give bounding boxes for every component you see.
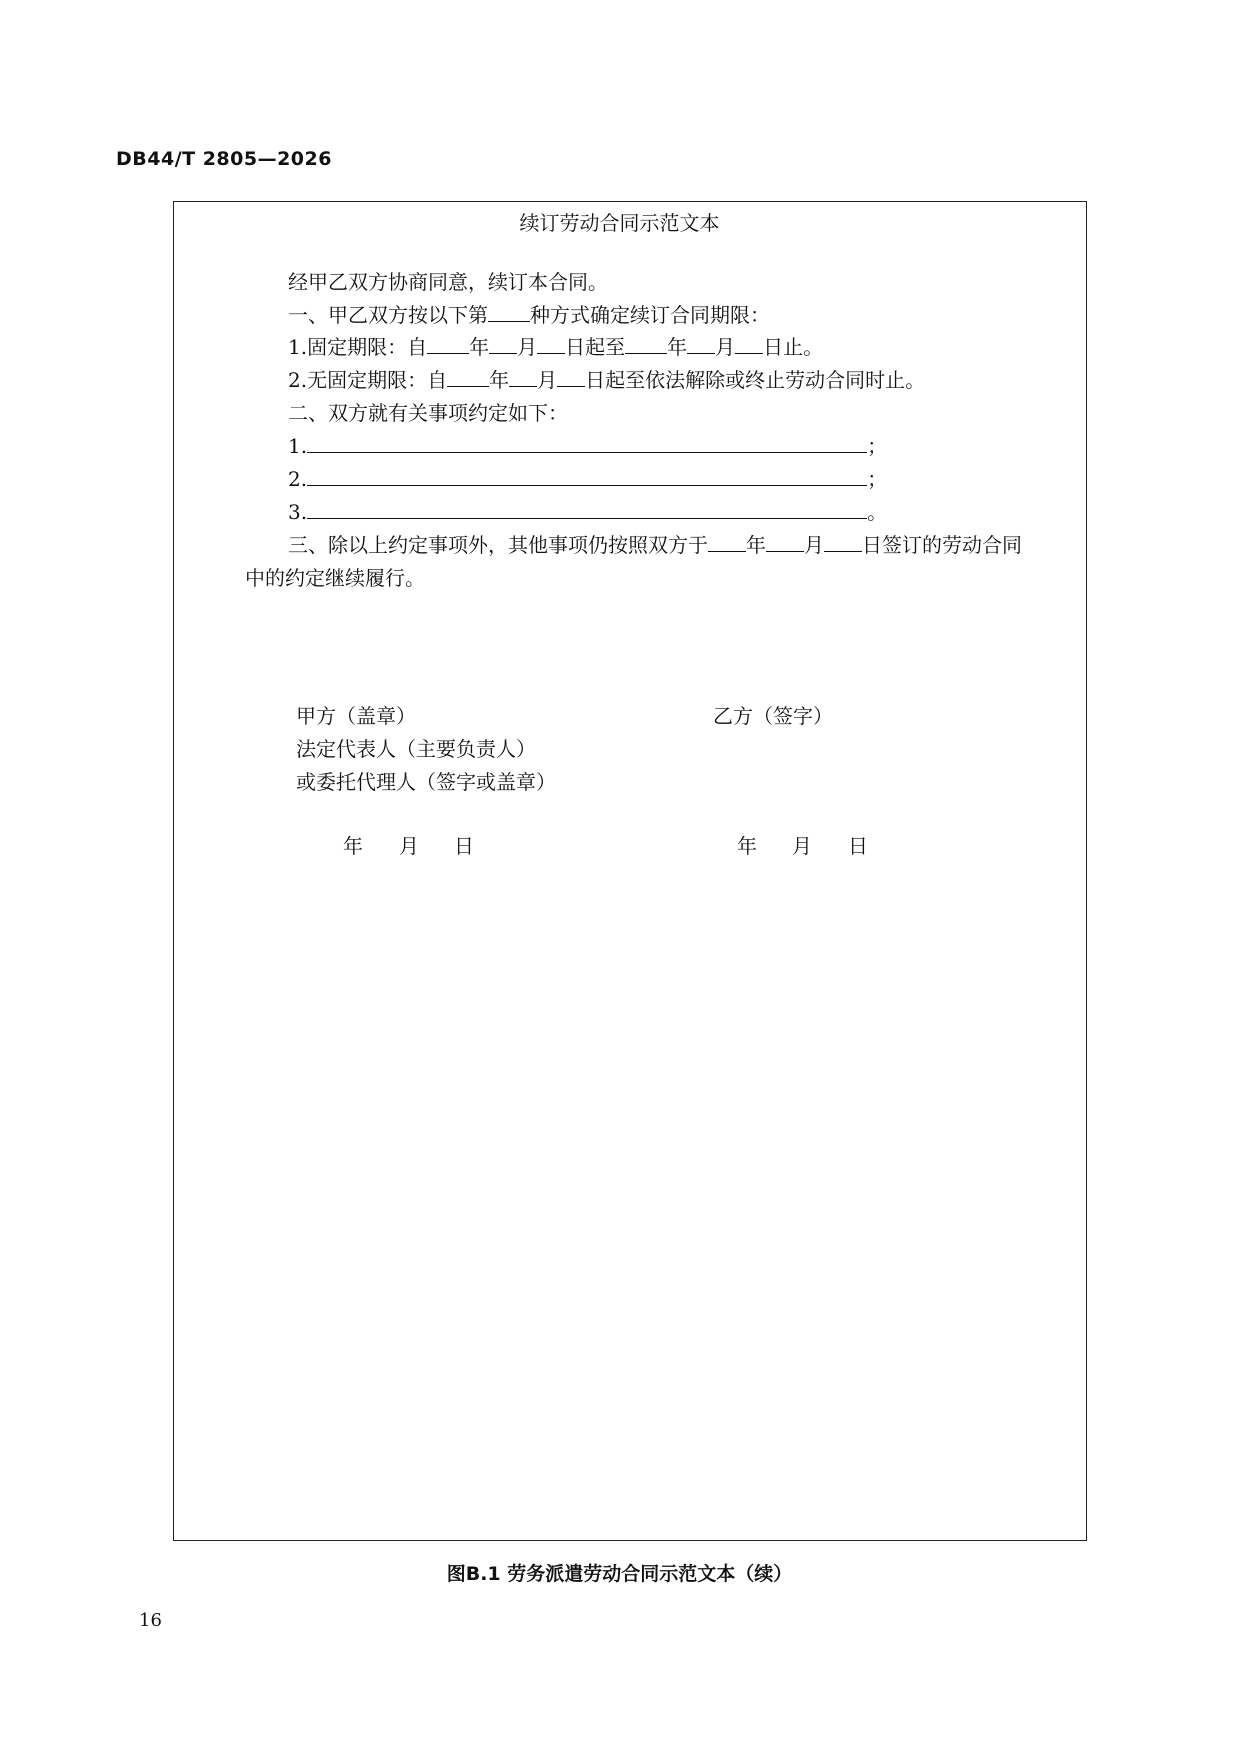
party-b-date-year: 年 bbox=[737, 834, 757, 858]
party-b-date-day: 日 bbox=[848, 834, 868, 858]
signed-month-blank bbox=[766, 533, 804, 552]
intro-line bbox=[288, 270, 608, 294]
party-a-date-day: 日 bbox=[454, 834, 474, 858]
open-month-label: 月 bbox=[537, 368, 558, 392]
end-year-blank bbox=[625, 335, 667, 354]
agreement-item-3-end: 。 bbox=[867, 500, 888, 524]
other-matters-continuation-text: 中的约定继续履行。 bbox=[245, 566, 425, 590]
intro-text: 经甲乙双方协商同意，续订本合同。 bbox=[288, 270, 608, 294]
term-method-text-a: 一、甲乙双方按以下第 bbox=[288, 303, 488, 327]
other-matters-continuation bbox=[245, 566, 425, 590]
agreement-item-2 bbox=[288, 467, 887, 491]
other-matters-text-b: 日签订的劳动合同 bbox=[862, 533, 1022, 557]
authorized-agent-label: 或委托代理人（签字或盖章） bbox=[296, 770, 556, 794]
fixed-end-month-label: 月 bbox=[715, 335, 736, 359]
open-year-label: 年 bbox=[489, 368, 510, 392]
other-matters-year-label: 年 bbox=[746, 533, 766, 557]
open-term-line bbox=[288, 368, 925, 392]
end-day-blank bbox=[735, 335, 763, 354]
other-matters-text-a: 三、除以上约定事项外，其他事项仍按照双方于 bbox=[288, 533, 708, 557]
template-title: 续订劳动合同示范文本 bbox=[519, 211, 720, 235]
open-term-end-text: 日起至依法解除或终止劳动合同时止。 bbox=[585, 368, 926, 392]
party-b-date-month: 月 bbox=[792, 834, 812, 858]
start-year-blank bbox=[427, 335, 469, 354]
open-start-year-blank bbox=[447, 368, 489, 387]
party-a-label: 甲方（盖章） bbox=[296, 704, 416, 728]
figure-caption: 图B.1 劳务派遣劳动合同示范文本（续） bbox=[446, 1563, 793, 1585]
start-day-blank bbox=[537, 335, 565, 354]
agreement-item-2-number: 2. bbox=[288, 467, 308, 491]
fixed-month-label: 月 bbox=[517, 335, 538, 359]
agreement-item-1 bbox=[288, 434, 887, 458]
fixed-year-label: 年 bbox=[469, 335, 490, 359]
fixed-end-year-label: 年 bbox=[667, 335, 688, 359]
party-a-date-month: 月 bbox=[399, 834, 419, 858]
fixed-until-label: 日起至 bbox=[565, 335, 626, 359]
agreement-heading bbox=[288, 401, 568, 425]
open-start-day-blank bbox=[557, 368, 585, 387]
signed-day-blank bbox=[824, 533, 862, 552]
open-start-month-blank bbox=[509, 368, 537, 387]
agreement-item-2-blank bbox=[307, 467, 867, 486]
legal-representative-label: 法定代表人（主要负责人） bbox=[296, 737, 536, 761]
agreement-item-1-end: ； bbox=[867, 434, 888, 458]
open-term-label: 2.无固定期限：自 bbox=[288, 368, 448, 392]
method-number-blank bbox=[488, 303, 530, 322]
page-number: 16 bbox=[139, 1610, 162, 1631]
party-a-date-year: 年 bbox=[343, 834, 363, 858]
end-month-blank bbox=[687, 335, 715, 354]
agreement-heading-text: 二、双方就有关事项约定如下： bbox=[288, 401, 568, 425]
agreement-item-1-number: 1. bbox=[288, 434, 308, 458]
signed-year-blank bbox=[708, 533, 746, 552]
agreement-item-3-number: 3. bbox=[288, 500, 308, 524]
document-code: DB44/T 2805—2026 bbox=[116, 148, 332, 170]
agreement-item-1-blank bbox=[307, 434, 867, 453]
term-method-line bbox=[288, 303, 770, 327]
fixed-end-label: 日止。 bbox=[763, 335, 824, 359]
start-month-blank bbox=[489, 335, 517, 354]
other-matters-month-label: 月 bbox=[804, 533, 824, 557]
agreement-item-3 bbox=[288, 500, 887, 524]
term-method-text-b: 种方式确定续订合同期限： bbox=[530, 303, 770, 327]
agreement-item-3-blank bbox=[307, 500, 867, 519]
agreement-item-2-end: ； bbox=[867, 467, 888, 491]
other-matters-line bbox=[288, 533, 1022, 557]
fixed-term-label: 1.固定期限：自 bbox=[288, 335, 428, 359]
party-b-label: 乙方（签字） bbox=[713, 704, 833, 728]
fixed-term-line bbox=[288, 335, 823, 359]
